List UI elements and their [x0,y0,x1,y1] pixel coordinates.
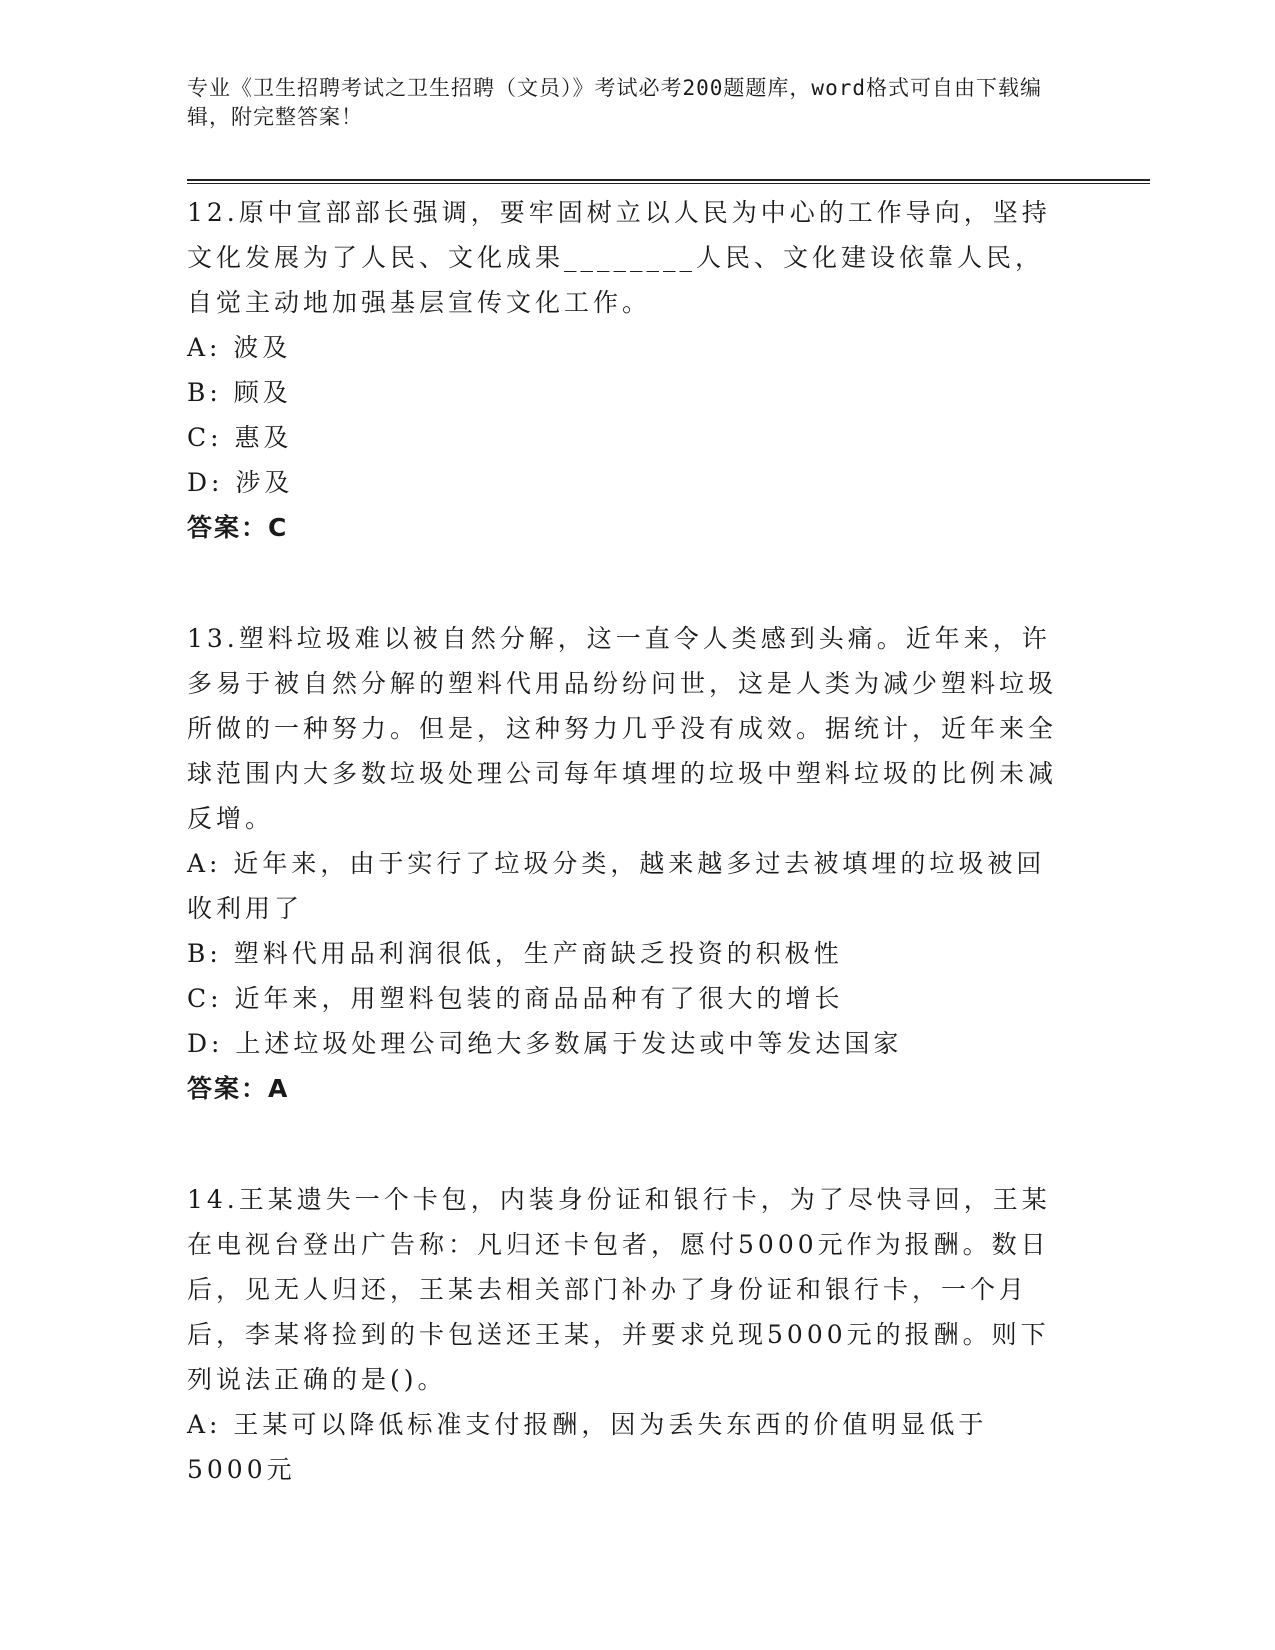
answer-label: 答案：C [187,513,289,542]
question-spacer [187,1111,1067,1177]
document-header: 专业《卫生招聘考试之卫生招聘（文员）》考试必考200题题库，word格式可自由下载编辑，附完整答案！ [187,76,1042,129]
option-d: D: 上述垃圾处理公司绝大多数属于发达或中等发达国家 [187,1029,903,1058]
option-b: B: 顾及 [187,378,292,407]
question-stem: 13.塑料垃圾难以被自然分解，这一直令人类感到头痛。近年来，许多易于被自然分解的塑料代用品纷纷问世，这是人类为减少塑料垃圾所做的一种努力。但是，这种努力几乎没有成效。据统计，近年来全球范围内大多数垃圾处理公司每年填埋的垃圾中塑料垃圾的比例未减反增。 [187,624,1058,833]
answer-label: 答案：A [187,1074,290,1103]
header-rule-thick [187,179,1150,181]
option-c: C: 惠及 [187,423,293,452]
option-b: B: 塑料代用品利润很低，生产商缺乏投资的积极性 [187,939,843,968]
option-d: D: 涉及 [187,468,294,497]
question-12 [187,190,1067,550]
header-rule-thin [187,183,1150,184]
question-stem: 12.原中宣部部长强调，要牢固树立以人民为中心的工作导向，坚持文化发展为了人民、文化成果________人民、文化建设依靠人民，自觉主动地加强基层宣传文化工作。 [187,198,1051,317]
option-a: A: 波及 [187,333,292,362]
question-14 [187,1177,1067,1492]
option-a: A: 近年来，由于实行了垃圾分类，越来越多过去被填埋的垃圾被回收利用了 [187,849,1046,923]
question-13 [187,616,1067,1111]
option-c: C: 近年来，用塑料包装的商品品种有了很大的增长 [187,984,844,1013]
question-stem: 14.王某遗失一个卡包，内装身份证和银行卡，为了尽快寻回，王某在电视台登出广告称：凡归还卡包者，愿付5000元作为报酬。数日后，见无人归还，王某去相关部门补办了身份证和银行卡，一个月后，李某将捡到的卡包送还王某，并要求兑现5000元的报酬。则下列说法正确的是()。 [187,1185,1051,1394]
question-spacer [187,550,1067,616]
option-a: A: 王某可以降低标准支付报酬，因为丢失东西的价值明显低于5000元 [187,1410,988,1484]
question-list [187,190,1067,1492]
